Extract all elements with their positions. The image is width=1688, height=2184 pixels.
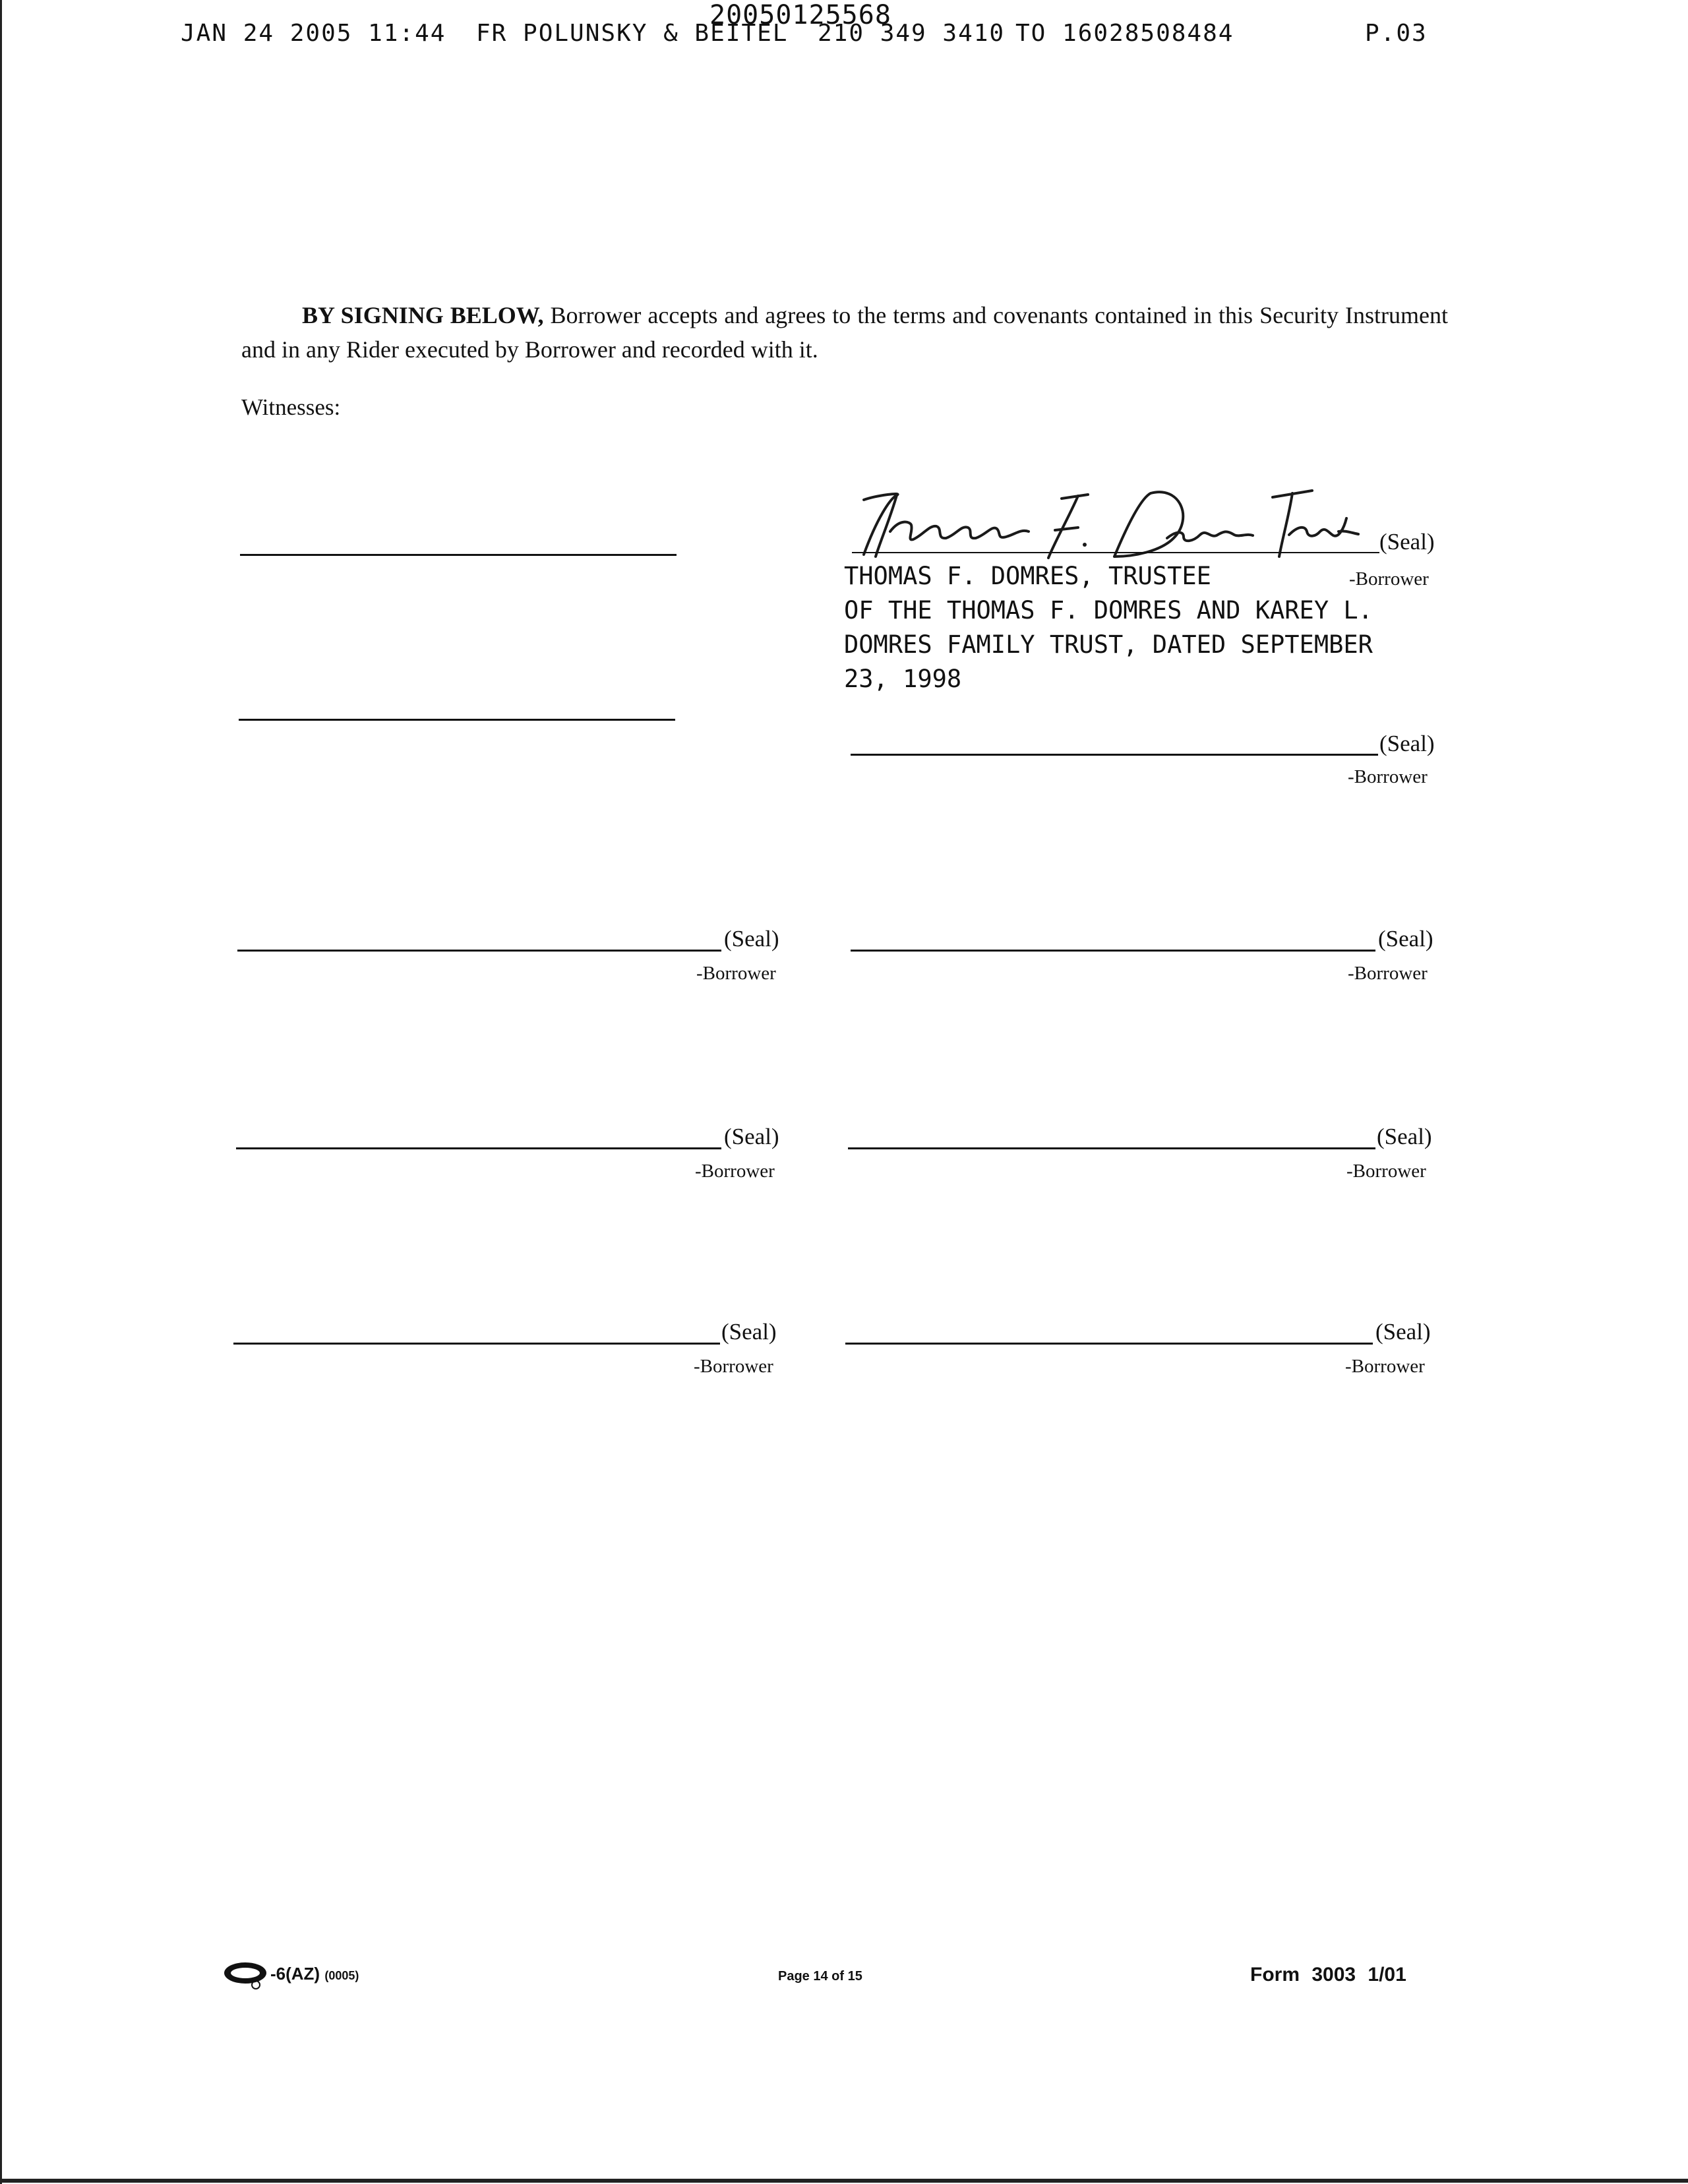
- fax-page: P.03: [1365, 20, 1428, 47]
- seal-label: (Seal): [1377, 1124, 1432, 1149]
- signature-line-right-2[interactable]: [851, 950, 1375, 952]
- witnesses-label: Witnesses:: [241, 394, 341, 420]
- signature-line-right-1[interactable]: [851, 754, 1378, 756]
- vmp-logo-icon: [223, 1960, 269, 1990]
- seal-label: (Seal): [1375, 1319, 1431, 1345]
- seal-label: (Seal): [724, 1124, 779, 1149]
- signature-line-left-3[interactable]: [236, 1147, 721, 1149]
- borrower-label: -Borrower: [1345, 1356, 1425, 1377]
- seal-label: (Seal): [1378, 926, 1433, 952]
- signature-line-left-2[interactable]: [237, 950, 721, 952]
- fax-phone: 210 349 3410: [818, 20, 1006, 47]
- trustee-name-line-4: 23, 1998: [844, 665, 962, 693]
- borrower-label: -Borrower: [695, 1161, 775, 1182]
- borrower-label: -Borrower: [694, 1356, 773, 1377]
- trustee-borrower-label: -Borrower: [1349, 568, 1429, 590]
- trustee-name-block: [844, 559, 1373, 696]
- footer-page-number: Page 14 of 15: [778, 1969, 862, 1984]
- footer-form-code-rev: (0005): [324, 1969, 359, 1982]
- footer-form-code: [270, 1964, 359, 1984]
- scan-edge-bottom: [0, 2179, 1688, 2183]
- signature-line-left-4[interactable]: [233, 1343, 720, 1345]
- seal-label: (Seal): [724, 926, 779, 952]
- seal-label: (Seal): [721, 1319, 777, 1345]
- borrower-label: -Borrower: [1348, 963, 1428, 984]
- signature-line-right-4[interactable]: [845, 1343, 1373, 1345]
- fax-from: FR POLUNSKY & BEITEL: [476, 20, 789, 47]
- trustee-seal-label: (Seal): [1379, 529, 1435, 555]
- trustee-name-line-1: THOMAS F. DOMRES, TRUSTEE: [844, 562, 1211, 590]
- signing-paragraph: [241, 298, 1448, 367]
- trustee-name-line-3: DOMRES FAMILY TRUST, DATED SEPTEMBER: [844, 630, 1373, 659]
- footer-form-code-main: -6(AZ): [270, 1964, 320, 1984]
- trustee-signature-line: [852, 552, 1379, 553]
- witness-line-2: [239, 719, 675, 721]
- fax-to: TO 16028508484: [1015, 20, 1234, 47]
- signing-text: Borrower accepts and agrees to the terms and covenants contained in this Security Instrument and in any Rider executed by Borrower and recorded with it.: [241, 302, 1449, 363]
- trustee-name-line-2: OF THE THOMAS F. DOMRES AND KAREY L.: [844, 596, 1373, 624]
- recording-number: 20050125568: [709, 0, 891, 30]
- borrower-label: -Borrower: [1346, 1161, 1426, 1182]
- scan-edge-left: [0, 0, 2, 2184]
- seal-label: (Seal): [1379, 731, 1435, 756]
- signature-line-right-3[interactable]: [848, 1147, 1375, 1149]
- signing-lead: BY SIGNING BELOW,: [302, 302, 544, 328]
- borrower-label: -Borrower: [696, 963, 776, 984]
- fax-date: JAN 24 2005 11:44: [181, 20, 446, 47]
- footer-form-number: Form 3003 1/01: [1250, 1964, 1406, 1986]
- witness-line-1: [240, 554, 677, 556]
- borrower-label: -Borrower: [1348, 766, 1428, 787]
